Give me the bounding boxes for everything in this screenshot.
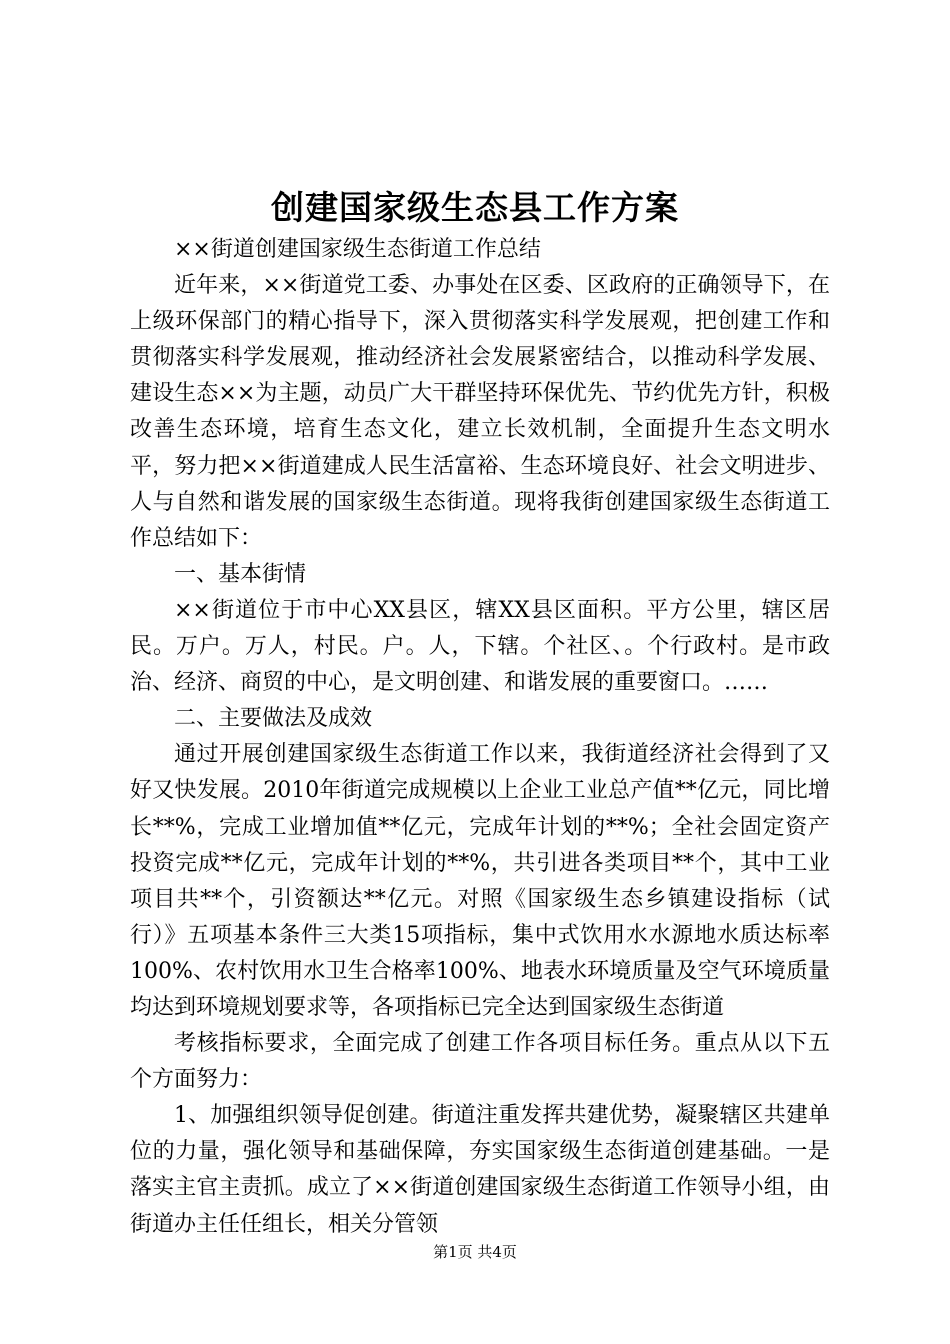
document-body (130, 232, 830, 1243)
paragraph: ××街道位于市中心XX县区，辖XX县区面积。平方公里，辖区居民。万户。万人，村民。户。人，下辖。个社区、。个行政村。是市政治、经济、商贸的中心，是文明创建、和谐发展的重要窗口。…… (130, 597, 830, 696)
paragraph: 近年来，××街道党工委、办事处在区委、区政府的正确领导下，在上级环保部门的精心指导下，深入贯彻落实科学发展观，把创建工作和贯彻落实科学发展观，推动经济社会发展紧密结合，以推动科学发展、建设生态××为主题，动员广大干群坚持环保优先、节约优先方针，积极改善生态环境，培育生态文化，建立长效机制，全面提升生态文明水平，努力把××街道建成人民生活富裕、生态环境良好、社会文明进步、人与自然和谐发展的国家级生态街道。现将我街创建国家级生态街道工作总结如下： (130, 273, 830, 551)
section-heading: 二、主要做法及成效 (174, 706, 373, 732)
document-title: 创建国家级生态县工作方案 (271, 188, 679, 227)
paragraph: 1、加强组织领导促创建。街道注重发挥共建优势，凝聚辖区共建单位的力量，强化领导和基础保障，夯实国家级生态街道创建基础。一是落实主官主责抓。成立了××街道创建国家级生态街道工作领导小组，由街道办主任任组长，相关分管领 (130, 1103, 830, 1237)
section-heading: 一、基本街情 (174, 561, 307, 587)
paragraph: 考核指标要求，全面完成了创建工作各项目标任务。重点从以下五个方面努力： (130, 1031, 830, 1093)
paragraph: ××街道创建国家级生态街道工作总结 (174, 237, 541, 262)
paragraph: 通过开展创建国家级生态街道工作以来，我街道经济社会得到了又好又快发展。2010年街道完成规模以上企业工业总产值**亿元，同比增长**%，完成工业增加值**亿元，完成年计划的**%；全社会固定资产投资完成**亿元，完成年计划的**%，共引进各类项目**个，其中工业项目共**个，引资额达**亿元。对照《国家级生态乡镇建设指标（试行）》五项基本条件三大类15项指标，集中式饮用水水源地水质达标率100%、农村饮用水卫生合格率100%、地表水环境质量及空气环境质量均达到环境规划要求等，各项指标已完全达到国家级生态街道 (130, 742, 830, 1020)
page-footer: 第1页 共4页 (433, 1243, 517, 1261)
